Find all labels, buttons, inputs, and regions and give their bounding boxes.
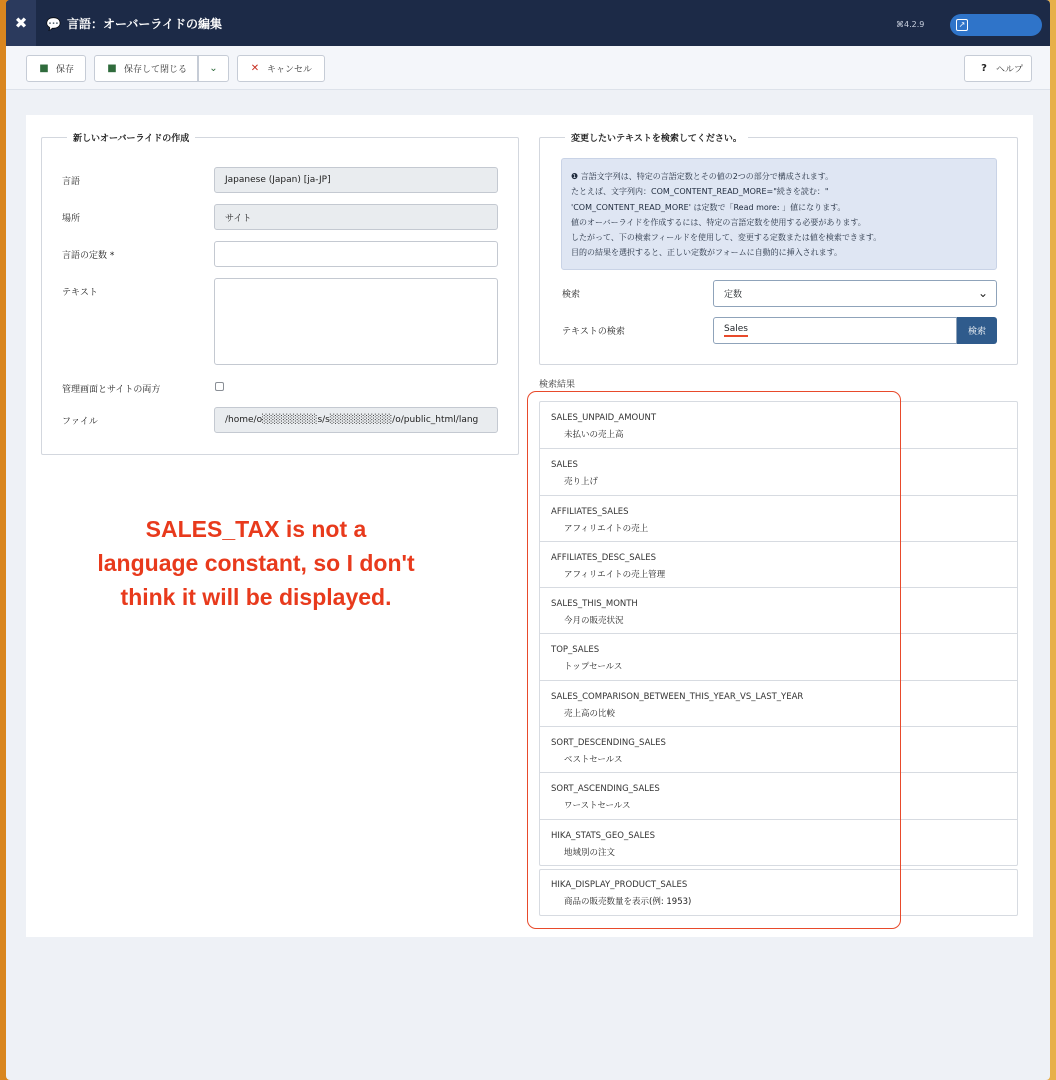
result-key: HIKA_DISPLAY_PRODUCT_SALES xyxy=(551,880,688,890)
joomla-logo-icon[interactable]: ✖ xyxy=(6,0,36,46)
file-field[interactable]: /home/o░░░░░░░░s/s░░░░░░░░░/o/public_html/lang xyxy=(214,407,498,433)
result-value: 今月の販売状況 xyxy=(564,616,624,627)
result-value: 地域別の注文 xyxy=(564,847,616,858)
cancel-button-label: キャンセル xyxy=(267,65,313,75)
result-value: アフィリエイトの売上管理 xyxy=(564,569,666,580)
constant-label: 言語の定数 * xyxy=(62,251,115,261)
results-title: 検索結果 xyxy=(539,380,576,390)
page-title-group xyxy=(46,15,222,32)
result-value: トップセールス xyxy=(564,662,623,673)
close-icon: ✕ xyxy=(250,63,260,74)
save-icon: ■ xyxy=(107,63,117,74)
info-line: ❶ 言語文字列は、特定の言語定数とその値の2つの部分で構成されます。 xyxy=(571,172,834,181)
annotation-line: SALES_TAX is not a xyxy=(145,516,367,542)
constant-input[interactable] xyxy=(214,241,498,267)
search-type-value: 定数 xyxy=(724,290,743,300)
result-key: SALES_COMPARISON_BETWEEN_THIS_YEAR_VS_LAST_YEAR xyxy=(551,691,804,702)
create-override-legend: 新しいオーバーライドの作成 xyxy=(67,131,195,144)
search-type-label: 検索 xyxy=(562,290,581,300)
header-bar xyxy=(6,0,1050,46)
result-value: 売り上げ xyxy=(564,477,599,488)
result-key: SALES_THIS_MONTH xyxy=(551,599,638,610)
result-key: SALES xyxy=(551,460,578,471)
comment-icon: 💬 xyxy=(46,16,61,31)
save-close-button[interactable] xyxy=(94,55,198,82)
highlight-box xyxy=(527,391,901,929)
file-label: ファイル xyxy=(62,417,98,427)
result-value: ワーストセールス xyxy=(564,801,631,812)
annotation-line: think it will be displayed. xyxy=(120,584,392,610)
both-checkbox[interactable] xyxy=(215,382,224,391)
language-label: 言語 xyxy=(62,177,81,187)
result-key: SALES_UNPAID_AMOUNT xyxy=(551,413,657,423)
main-panel xyxy=(26,115,1033,937)
save-icon: ■ xyxy=(39,63,49,74)
annotation-text xyxy=(66,512,446,614)
search-legend: 変更したいテキストを検索してください。 xyxy=(565,131,748,144)
info-line: 'COM_CONTENT_READ_MORE' は定数で「Read more: 」値になります。 xyxy=(571,202,846,212)
help-button-label: ヘルプ xyxy=(996,65,1024,75)
text-textarea[interactable] xyxy=(214,278,498,365)
result-value: 未払いの売上高 xyxy=(564,430,624,440)
text-search-input[interactable] xyxy=(713,317,957,344)
result-key: TOP_SALES xyxy=(551,645,600,656)
result-key: AFFILIATES_DESC_SALES xyxy=(551,552,657,563)
language-field[interactable]: Japanese (Japan) [ja-JP] xyxy=(214,167,498,193)
both-label: 管理画面とサイトの両方 xyxy=(62,385,161,395)
annotation-line: language constant, so I don't xyxy=(97,550,415,576)
search-fieldset xyxy=(539,134,1018,365)
help-button[interactable] xyxy=(964,55,1032,82)
question-icon: ? xyxy=(981,63,987,74)
toolbar xyxy=(6,46,1050,90)
save-button-label: 保存 xyxy=(56,65,75,75)
info-line: 目的の結果を選択すると、正しい定数がフォームに自動的に挿入されます。 xyxy=(571,248,842,258)
save-button[interactable] xyxy=(26,55,86,82)
location-label: 場所 xyxy=(62,214,81,224)
external-link-icon: ↗ xyxy=(956,19,968,31)
info-line: したがって、下の検索フィールドを使用して、変更する定数または値を検索できます。 xyxy=(571,233,882,243)
view-site-button[interactable] xyxy=(950,14,1042,36)
text-search-value: Sales xyxy=(724,324,748,337)
info-line: 値のオーバーライドを作成するには、特定の言語定数を使用する必要があります。 xyxy=(571,217,866,227)
info-line: たとえば、文字列内：COM_CONTENT_READ_MORE="続きを読む：" xyxy=(571,187,829,197)
result-key: SORT_ASCENDING_SALES xyxy=(551,784,660,795)
save-dropdown-button[interactable] xyxy=(198,55,229,82)
result-value: 商品の販売数量を表示(例: 1953) xyxy=(564,897,692,907)
version-label: ⌘4.2.9 xyxy=(896,20,925,29)
info-icon: ❶ xyxy=(571,172,581,181)
search-type-select[interactable] xyxy=(713,280,997,307)
result-value: アフィリエイトの売上 xyxy=(564,523,649,534)
result-key: SORT_DESCENDING_SALES xyxy=(551,738,666,749)
result-value: ベストセールス xyxy=(564,755,623,766)
info-alert xyxy=(561,158,997,270)
text-search-label: テキストの検索 xyxy=(562,327,625,337)
chevron-down-icon: ⌄ xyxy=(977,286,988,300)
page-title: 言語：オーバーライドの編集 xyxy=(66,17,222,31)
result-key: HIKA_STATS_GEO_SALES xyxy=(551,830,656,841)
location-field[interactable]: サイト xyxy=(214,204,498,230)
chevron-down-icon: ⌄ xyxy=(209,63,218,74)
result-value: 売上高の比較 xyxy=(564,708,616,719)
search-button[interactable]: 検索 xyxy=(957,317,997,344)
cancel-button[interactable] xyxy=(237,55,325,82)
result-key: AFFILIATES_SALES xyxy=(551,506,629,517)
text-label: テキスト xyxy=(62,288,98,298)
create-override-fieldset xyxy=(41,134,519,455)
save-close-button-label: 保存して閉じる xyxy=(124,65,188,75)
app-window xyxy=(6,0,1050,1080)
